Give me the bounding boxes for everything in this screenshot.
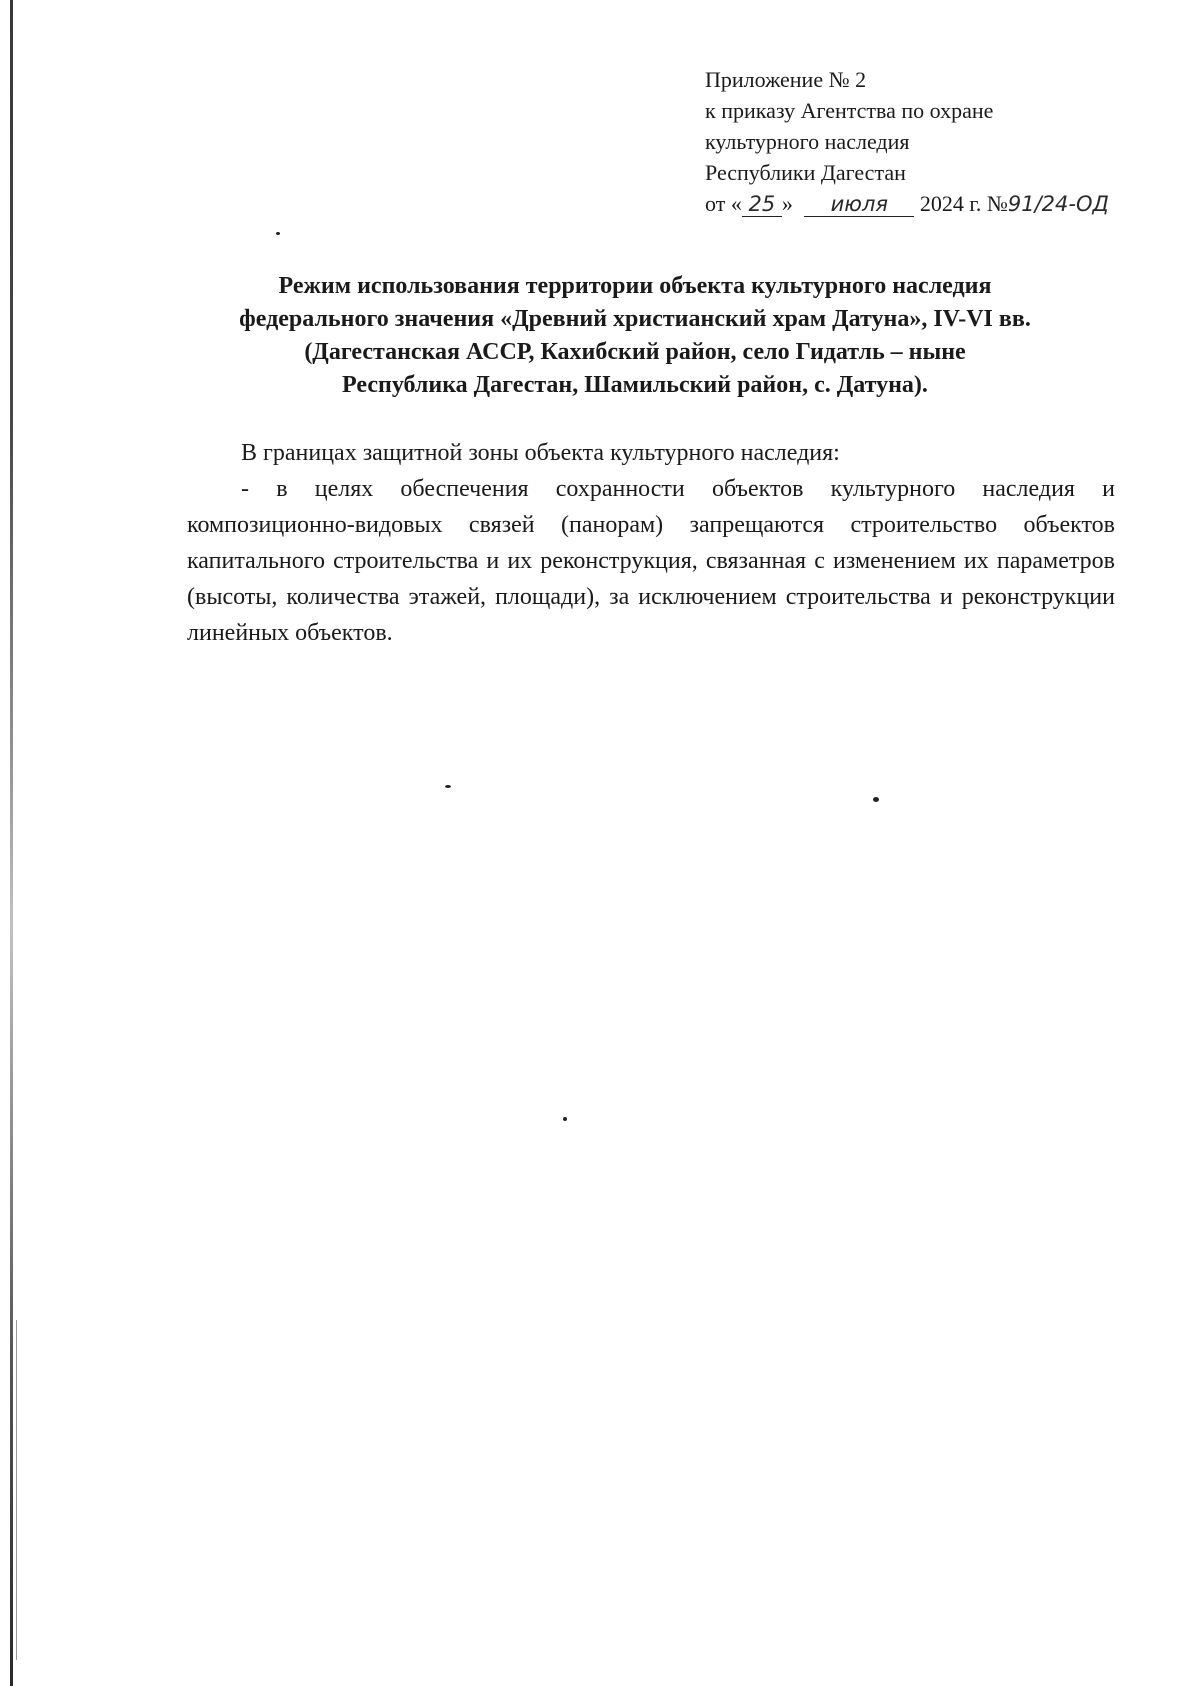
scan-speck-1 xyxy=(276,232,280,235)
title-line-2: федерального значения «Древний христианский храм Датуна», IV-VI вв. xyxy=(239,306,1031,332)
scan-edge-left xyxy=(10,0,13,1686)
title-line-4: Республика Дагестан, Шамильский район, с. Датуна). xyxy=(342,372,928,398)
title-line-1: Режим использования территории объекта культурного наследия xyxy=(278,273,992,299)
appendix-line-4: Республики Дагестан xyxy=(705,160,906,185)
document-body xyxy=(187,435,1115,651)
scan-speck-2 xyxy=(445,785,451,788)
body-intro: В границах защитной зоны объекта культурного наследия: xyxy=(241,440,840,466)
title-line-3: (Дагестанская АССР, Кахибский район, село Гидатль – ныне xyxy=(304,339,966,365)
appendix-line-1: Приложение № 2 xyxy=(705,67,867,92)
date-day: 25 xyxy=(742,192,782,217)
date-mid: » xyxy=(781,191,793,216)
appendix-date-line xyxy=(705,188,1175,219)
scan-speck-4 xyxy=(563,1117,567,1121)
scan-edge-left-thin xyxy=(16,1320,17,1660)
number-prefix: № xyxy=(986,191,1008,216)
document-title xyxy=(160,270,1110,402)
scan-speck-3 xyxy=(873,797,879,802)
appendix-line-3: культурного наследия xyxy=(705,129,910,154)
order-number: 91/24-ОД xyxy=(1007,192,1109,216)
appendix-line-2: к приказу Агентства по охране xyxy=(705,98,994,123)
appendix-header xyxy=(705,64,1175,219)
body-main-paragraph: - в целях обеспечения сохранности объектов культурного наследия и композиционно-видовых связей (панорам) запрещаются строительство объектов капитального строительства и их реконструкция, связанная с изменением их параметров (высоты, количества этажей, площади), за исключением строительства и реконструкции линейных объектов. xyxy=(187,476,1115,646)
date-prefix: от « xyxy=(705,191,742,216)
date-year: 2024 г. xyxy=(919,191,982,216)
date-month: июля xyxy=(804,192,914,217)
